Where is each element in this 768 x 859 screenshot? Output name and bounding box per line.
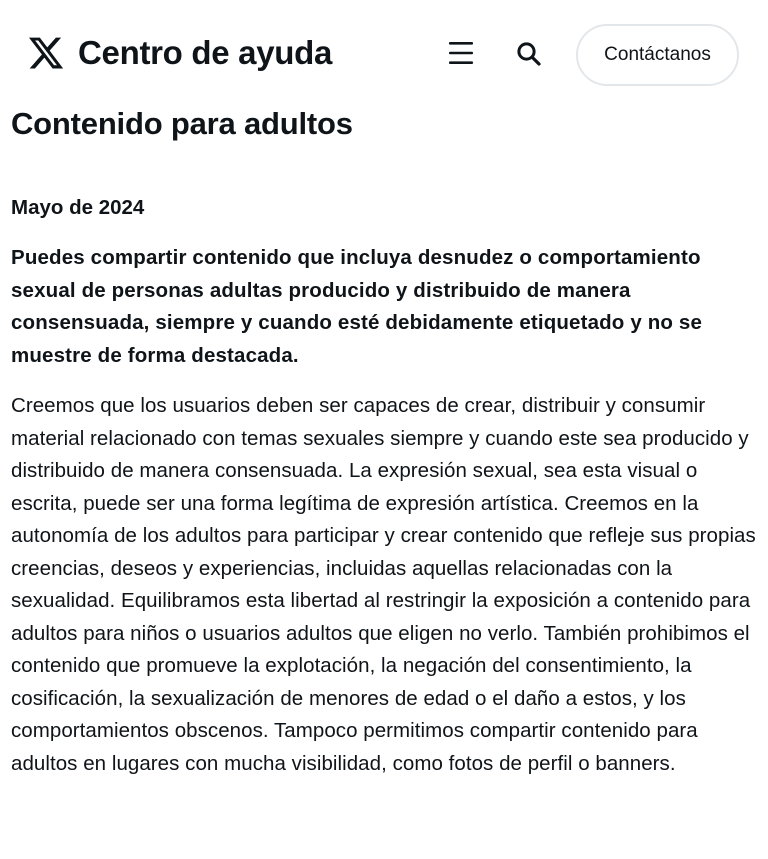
hamburger-menu-icon[interactable] (447, 40, 475, 66)
article-body: Creemos que los usuarios deben ser capaces de crear, distribuir y consumir material relacionado con temas sexuales siempre y cuando este sea producido y distribuido de manera consensuada. La expresión sexual, sea esta visual o escrita, puede ser una forma legítima de expresión artística. Creemos en la autonomía de los adultos para participar y crear contenido que refleje sus propias creencias, deseos y experiencias, incluidas aquellas relacionadas con la sexualidad. Equilibramos esta libertad al restringir la exposición a contenido para adultos para niños o usuarios adultos que eligen no verlo. También prohibimos el contenido que promueve la explotación, la negación del consentimiento, la cosificación, la sexualización de menores de edad o el daño a estos, y los comportamientos obscenos. Tampoco permitimos compartir contenido para adultos en lugares con mucha visibilidad, como fotos de perfil o banners. (11, 394, 756, 775)
page-title: Contenido para adultos (11, 106, 353, 141)
article-date: Mayo de 2024 (11, 196, 145, 219)
x-logo-icon[interactable] (27, 34, 65, 72)
contact-button[interactable]: Contáctanos (576, 24, 739, 86)
search-icon[interactable] (516, 41, 542, 67)
site-header (0, 0, 768, 108)
article-lead: Puedes compartir contenido que incluya desnudez o comportamiento sexual de personas adultas producido y distribuido de manera consensuada, siempre y cuando esté debidamente etiquetado y no se muestre de forma destacada. (11, 246, 703, 367)
help-center-title[interactable]: Centro de ayuda (78, 34, 333, 71)
article (11, 104, 757, 780)
